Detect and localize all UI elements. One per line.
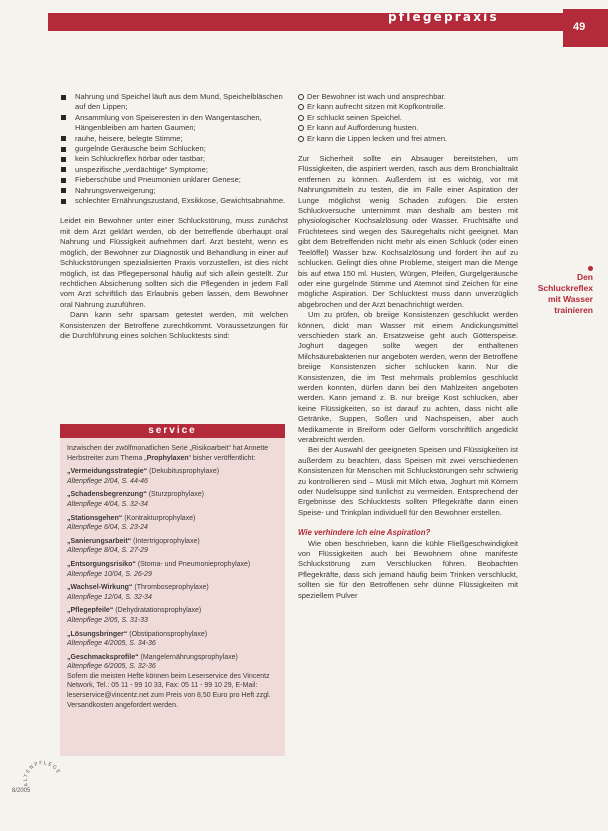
service-article — [67, 583, 279, 602]
article-title: „Pflegepfeile“ — [67, 607, 114, 615]
article-title: „Entsorgungsrisiko“ — [67, 560, 136, 568]
article-reference: Altenpflege 2/05, S. 31-33 — [67, 616, 148, 624]
list-item: rauhe, heisere, belegte Stimme; — [60, 134, 288, 144]
page-number-tab — [563, 9, 608, 47]
article-title: „Schadensbegrenzung“ — [67, 491, 147, 499]
page-number: 49 — [573, 21, 586, 33]
service-article — [67, 630, 279, 649]
pull-quote — [517, 272, 593, 316]
service-article-title — [67, 560, 279, 570]
article-reference: Altenpflege 6/04, S. 23-24 — [67, 524, 148, 532]
service-intro-text: “ bisher veröffentlicht: — [188, 454, 256, 462]
list-item: Ansammlung von Speiseresten in den Wangentaschen, Hängenbleiben am harten Gaumen; — [60, 113, 288, 134]
list-item: Nahrung und Speichel läuft aus dem Mund, Speichelbläschen auf den Lippen; — [60, 92, 288, 113]
service-article — [67, 467, 279, 486]
pull-quote-line: trainieren — [554, 305, 593, 315]
article-title: „Sanierungsarbeit“ — [67, 537, 132, 545]
service-article-title — [67, 606, 279, 616]
article-topic: (Dehydratationsprophylaxe) — [115, 607, 202, 615]
article-title: „Vermeidungsstrategie“ — [67, 468, 148, 476]
section-title: pflegepraxis — [388, 10, 499, 24]
article-topic: (Kontrakturprophylaxe) — [124, 514, 196, 522]
article-reference: Altenpflege 8/04, S. 27-29 — [67, 547, 148, 555]
pull-quote-line: Den — [576, 272, 593, 282]
paragraph: Bei der Auswahl der geeigneten Speisen und Flüssigkeiten ist außerdem zu beachten, dass Speisen mit zwei verschiedenen Konsistenzen für Menschen mit Schluckstörungen sehr schwierig zu kontrollieren sind – Müsli mit Milch etwa, Joghurt mit Körnern oder Nudelsuppe sind tunlichst zu vermeiden. Entsprechend der Ergebnisse des Schlucktests sollten Pflegekräfte dann einen Speise- und Trinkplan individuell für den Bewohner erstellen. — [298, 445, 518, 517]
service-article-title — [67, 467, 279, 477]
service-article-title — [67, 537, 279, 547]
article-topic: (Dekubitusprophylaxe) — [149, 468, 220, 476]
service-intro-topic: Prophylaxen — [146, 454, 189, 462]
article-reference: Altenpflege 4/2005, S. 34-36 — [67, 640, 156, 648]
paragraph: Wie oben beschrieben, kann die kühle Fließgeschwindigkeit von Flüssigkeiten auch bei Bewohnern ohne manifeste Schluckstörung zum Verschlucken führen. Beobachten Pflegekräfte, dass sich jemand häufig beim Trinken verschluckt, sollten sie für den Betroffenen sehr dünne Flüssigkeiten mit speziellem Pulver — [298, 538, 518, 600]
test-prerequisites-list — [298, 92, 518, 144]
service-article-title — [67, 630, 279, 640]
list-item: Er kann aufrecht sitzen mit Kopfkontrolle. — [298, 102, 518, 112]
service-box-body — [60, 438, 285, 710]
article-topic: (Stoma- und Pneumonieprophylaxe) — [137, 560, 251, 568]
svg-text:ALTENPFLEGE — [23, 760, 62, 787]
article-title: „Geschmacksprofile“ — [67, 653, 139, 661]
article-reference: Altenpflege 10/04, S. 26-29 — [67, 570, 152, 578]
article-topic: (Intertrigoprophylaxe) — [133, 537, 200, 545]
article-topic: (Mangelernährungsprophylaxe) — [140, 653, 238, 661]
article-reference: Altenpflege 6/2005, S. 32-36 — [67, 663, 156, 671]
service-article — [67, 490, 279, 509]
paragraph: Dann kann sehr sparsam getestet werden, mit welchen Konsistenzen der Betroffene zurechtkommt. Voraussetzungen für die Durchführung eines solchen Schlucktests sind: — [60, 310, 288, 340]
right-column — [298, 92, 518, 601]
service-article-title — [67, 653, 279, 663]
symptom-list — [60, 92, 288, 206]
list-item: Nahrungsverweigerung; — [60, 186, 288, 196]
stamp-arc-text: ALTENPFLEGE — [22, 760, 62, 788]
pull-quote-line: mit Wasser — [547, 294, 593, 304]
paragraph: Zur Sicherheit sollte ein Absauger bereitstehen, um Flüssigkeiten, die aspiriert werden, rasch aus dem Bronchialtrakt entfernen zu können. Außerdem ist es wichtig, vor mit Nahrungsmitteln zu testen, die im Falle einer Aspiration der Lunge möglichst wenig Schaden zufügen. Die ersten Schluckversuche unternimmt man deshalb am besten mit physiologischer Kochsalzlösung oder Wasser. Fruchtsäfte und Früchtetees sind wegen des Säuregehalts nicht geeignet. Man gibt dem Betreffenden nicht mehr als einen Schluck (oder einen Teelöffel) Wasser bzw. Kochsalzlösung und fordert ihn auf zu schlucken. Gelingt dies ohne Probleme, steigert man die Menge bis auf etwa 150 ml. Husten, Würgen, Pfeifen, Gurgelgeräusche oder eine gurgelnde Stimme und Atemnot sind Zeichen für eine mögliche Aspiration. Der Schlucktest muss dann unverzüglich abgebrochen und der Arzt benachrichtigt werden. — [298, 154, 518, 309]
service-article — [67, 560, 279, 579]
section-heading: Wie verhindere ich eine Aspiration? — [298, 528, 431, 538]
service-article-title — [67, 514, 279, 524]
service-box-title: service — [60, 424, 285, 438]
article-topic: (Obstipationsprophylaxe) — [129, 630, 208, 638]
article-reference: Altenpflege 4/04, S. 32-34 — [67, 500, 148, 508]
pull-quote-line: Schluckreflex — [537, 283, 593, 293]
list-item: kein Schluckreflex hörbar oder tastbar; — [60, 154, 288, 164]
list-item: gurgelnde Geräusche beim Schlucken; — [60, 144, 288, 154]
service-intro-text: Inzwischen der zwölfmonatlichen Serie „Risikoarbeit“ hat Annette Herbstreiter zum Thema „ — [67, 445, 269, 462]
service-article-title — [67, 583, 279, 593]
article-topic: (Sturzprophylaxe) — [148, 491, 204, 499]
service-article — [67, 514, 279, 533]
list-item: Er schluckt seinen Speichel. — [298, 113, 518, 123]
article-title: „Stationsgehen“ — [67, 514, 123, 522]
article-reference: Altenpflege 12/04, S. 32-34 — [67, 593, 152, 601]
service-intro — [67, 444, 279, 463]
service-outro: Sofern die meisten Hefte können beim Leserservice des Vincentz Network, Tel.: 05 11 - 99 10 33, Fax: 05 11 - 99 10 29, E-Mail: leserservice@vincentz.net zum Preis von 8,50 Euro pro Heft zzgl. Versandkosten angefordert werden. — [67, 672, 271, 709]
list-item: Er kann auf Aufforderung husten. — [298, 123, 518, 133]
article-reference: Altenpflege 2/04, S. 44-46 — [67, 477, 148, 485]
service-article — [67, 606, 279, 625]
service-article — [67, 653, 279, 672]
list-item: Fieberschübe und Pneumonien unklarer Genese; — [60, 175, 288, 185]
service-article — [67, 537, 279, 556]
paragraph: Leidet ein Bewohner unter einer Schluckstörung, muss zunächst mit dem Arzt geklärt werden, ob der betreffende überhaupt oral Nahrung und Flüssigkeit aufnehmen darf. Arzt besteht, wenn es möglich, der Bewohner zur Diagnostik und Behandlung in einer auf Schluckstörungen spezialisierten Praxis vorzustellen, ist dies nicht möglich, ist das Pflegepersonal häufig auf sich allein gestellt. Zur rechtlichen Absicherung sollten sich die Pflegenden in jedem Fall vom Arzt schriftlich das Erlaubnis geben lassen, dem Bewohner oral Nahrung zuzuführen. — [60, 216, 288, 309]
service-box — [60, 424, 285, 756]
list-item: unspezifische „verdächtige“ Symptome; — [60, 165, 288, 175]
service-article-title — [67, 490, 279, 500]
left-column — [60, 92, 288, 341]
paragraph: Um zu prüfen, ob breiige Konsistenzen geschluckt werden können, dickt man Wasser mit einem Andickungsmittel verschieden stark an. Ersatzweise geht auch Götterspeise. Joghurt dagegen sollte wegen der enthaltenen Milchsäurebakterien nur angeboten werden, wenn der Betroffene breiige Konsistenzen sicher schlucken kann. Nur die Konsistenzen, die im Test mehrmals problemlos geschluckt werden konnten, dürfen dann bei den Mahlzeiten angeboten werden. Kann jemand z. B. nur breiige Kost schlucken, aber keine Flüssigkeiten, so ist darauf zu achten, dass nicht alle Getränke, Suppen, Soßen und Nachspeisen, aber auch Medikamente in Breiform oder Gelform vorschriftlich angedickt verabreicht werden. — [298, 310, 518, 444]
service-article-list — [67, 467, 279, 672]
article-title: „Lösungsbringer“ — [67, 630, 128, 638]
issue-date: 8/2005 — [12, 788, 31, 794]
list-item: schlechter Ernährungszustand, Exsikkose, Gewichtsabnahme. — [60, 196, 288, 206]
article-topic: (Thromboseprophylaxe) — [134, 584, 209, 592]
list-item: Er kann die Lippen lecken und frei atmen. — [298, 134, 518, 144]
list-item: Der Bewohner ist wach und ansprechbar. — [298, 92, 518, 102]
article-title: „Wachsel-Wirkung“ — [67, 584, 133, 592]
